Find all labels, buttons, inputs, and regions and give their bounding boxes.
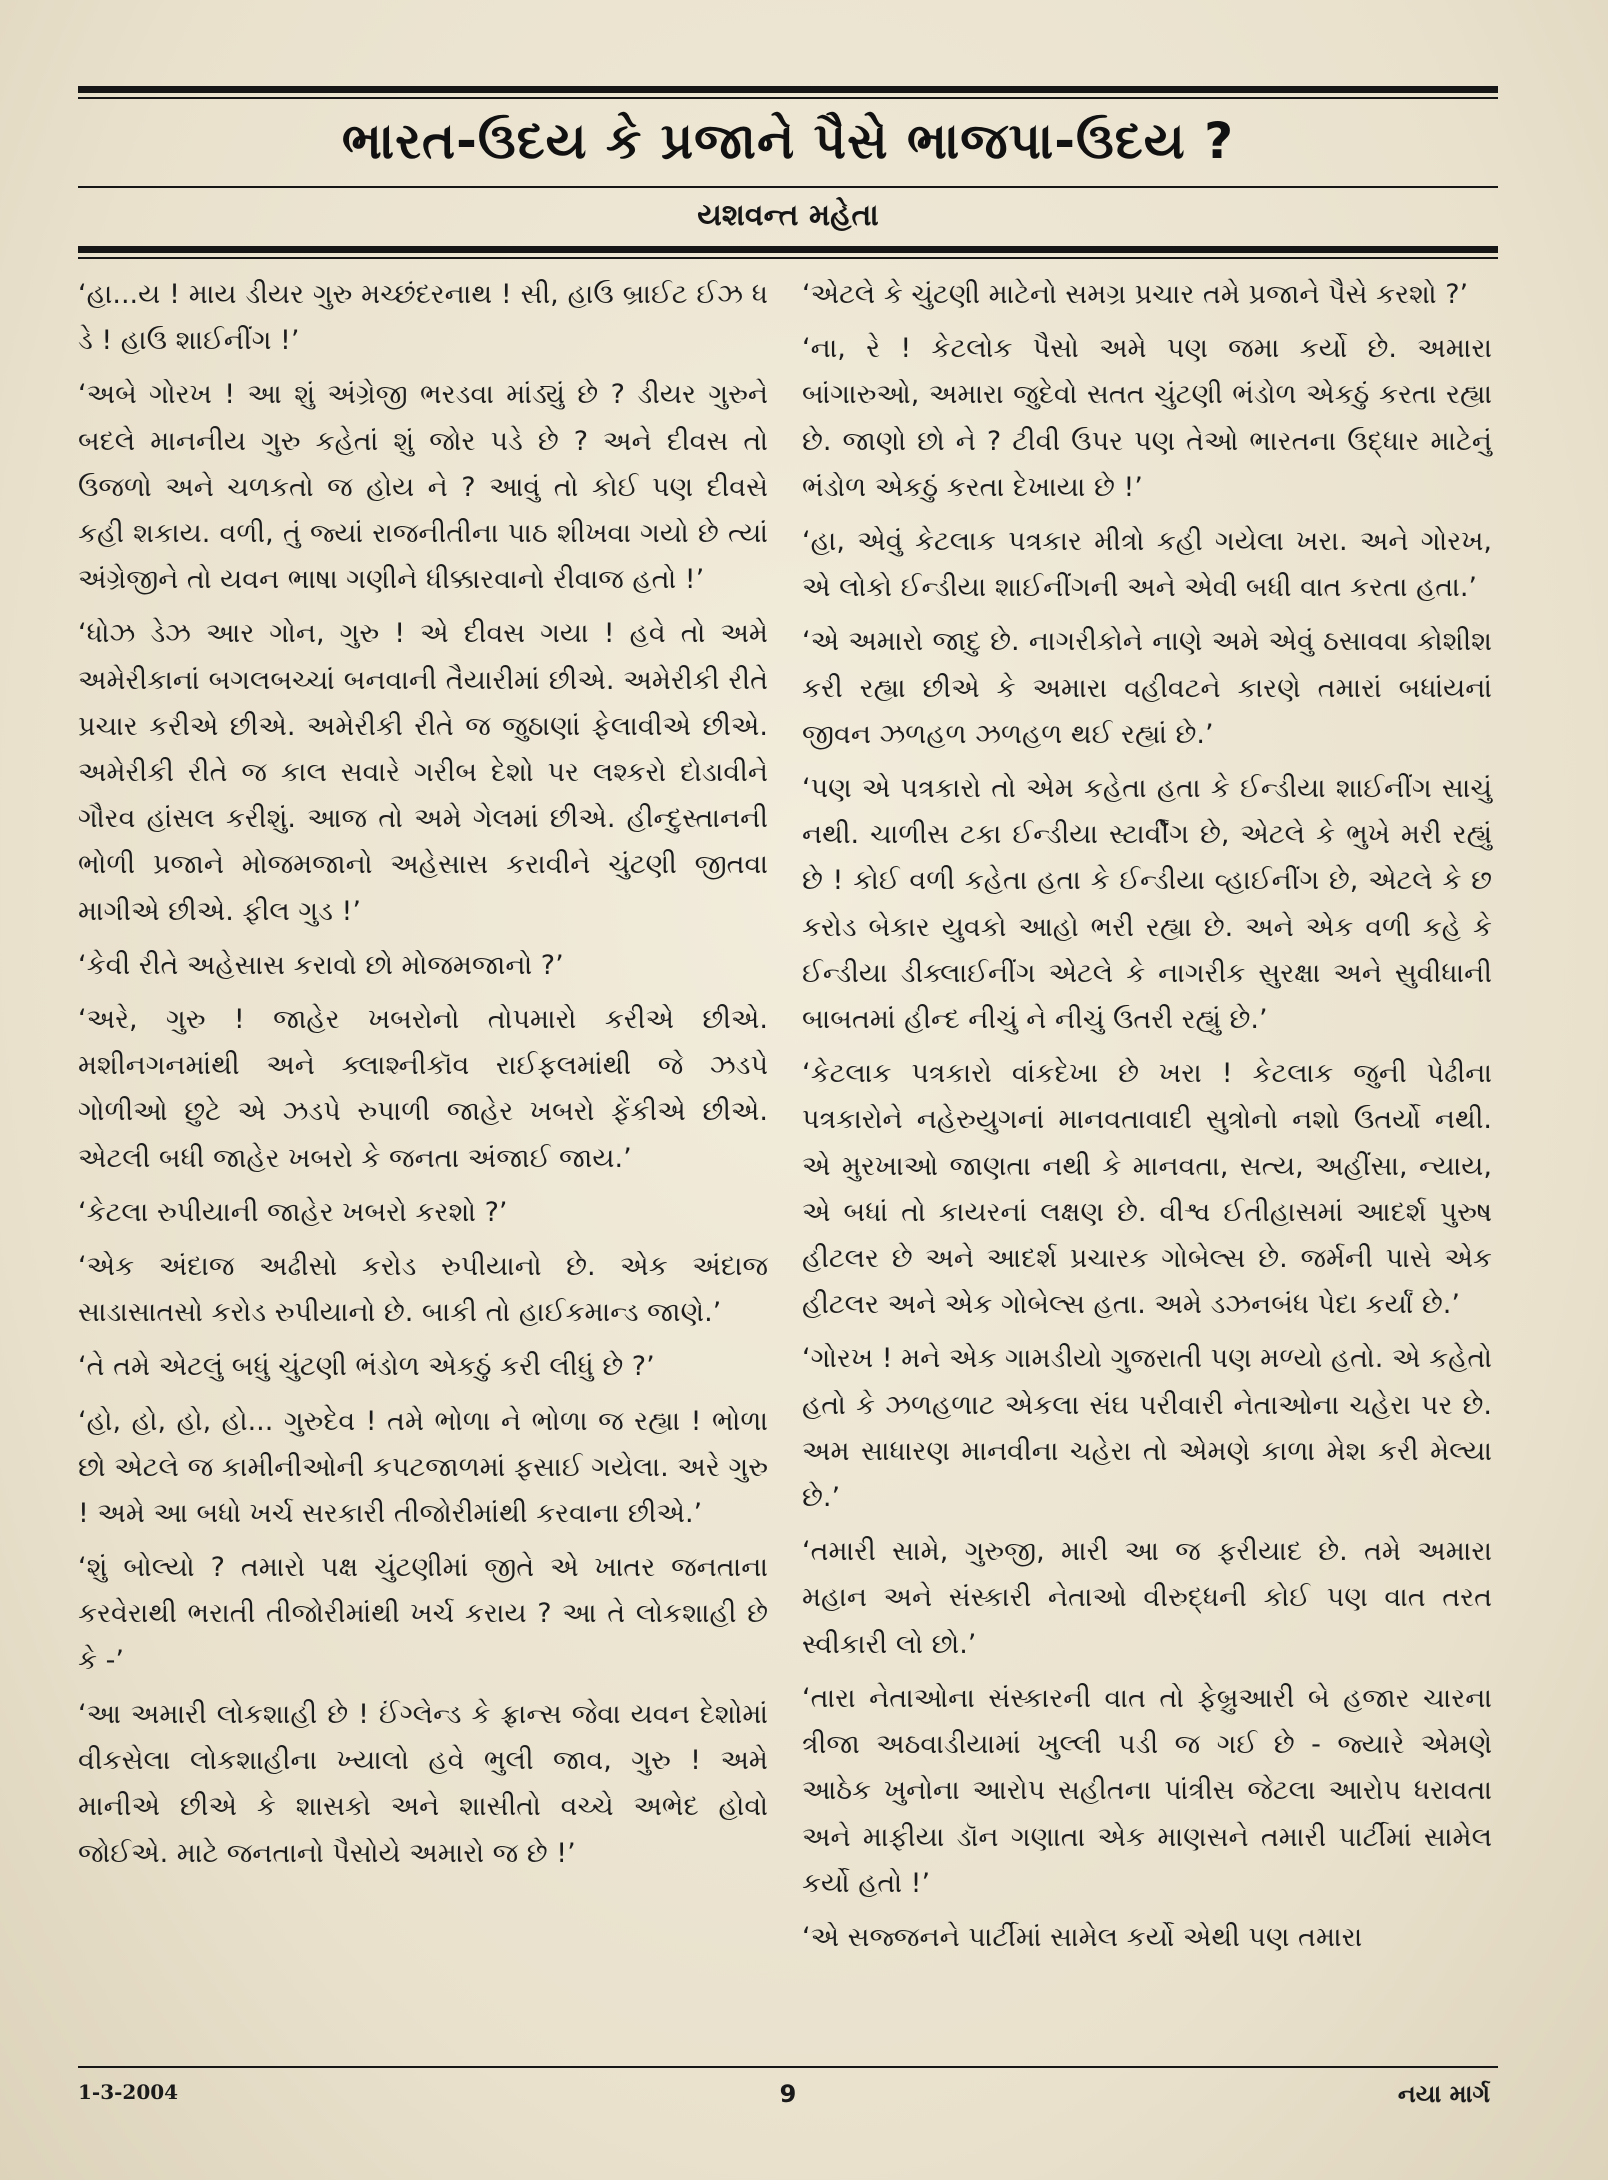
page-footer <box>78 2080 1498 2120</box>
paragraph: ‘કેવી રીતે અહેસાસ કરાવો છો મોજમજાનો ?’ <box>78 949 564 981</box>
paragraph: ‘અબે ગોરખ ! આ શું અંગ્રેજી ભરડવા માંડ્યું છે ? ડીયર ગુરુને બદલે માનનીય ગુરુ કહેતાં શું જોર પડે છે ? અને દીવસ તો ઉજળો અને ચળકતો જ હોય ને ? આવું તો કોઈ પણ દીવસે કહી શકાય. વળી, તું જ્યાં રાજનીતીના પાઠ શીખવા ગયો છે ત્યાં અંગ્રેજીને તો યવન ભાષા ગણીને ધીક્કારવાનો રીવાજ હતો !’ <box>78 379 768 596</box>
paragraph: ‘એ સજ્જનને પાર્ટીમાં સામેલ કર્યો એથી પણ તમારા <box>802 1921 1363 1953</box>
article-title: ભારત-ઉદય કે પ્રજાને પૈસે ભાજપા-ઉદય ? <box>341 112 1235 170</box>
paragraph: ‘ના, રે ! કેટલોક પૈસો અમે પણ જમા કર્યો છે. અમારા બાંગારુઓ, અમારા જુદેવો સતત ચુંટણી ભંડોળ એકઠું કરતા રહ્યા છે. જાણો છો ને ? ટીવી ઉપર પણ તેઓ ભારતના ઉદ્ધાર માટેનું ભંડોળ એકઠું કરતા દેખાયા છે !’ <box>802 333 1492 503</box>
paragraph: ‘હા, એવું કેટલાક પત્રકાર મીત્રો કહી ગયેલા ખરા. અને ગોરખ, એ લોકો ઈન્ડીયા શાઈનીંગની અને એવી બધી વાત કરતા હતા.’ <box>802 526 1492 604</box>
paragraph: ‘ધોઝ ડેઝ આર ગોન, ગુરુ ! એ દીવસ ગયા ! હવે તો અમે અમેરીકાનાં બગલબચ્ચાં બનવાની તૈયારીમાં છીએ. અમેરીકી રીતે પ્રચાર કરીએ છીએ. અમેરીકી રીતે જ જુઠાણાં ફેલાવીએ છીએ. અમેરીકી રીતે જ કાલ સવારે ગરીબ દેશો પર લશ્કરો દોડાવીને ગૌરવ હાંસલ કરીશું. આજ તો અમે ગેલમાં છીએ. હીન્દુસ્તાનની ભોળી પ્રજાને મોજમજાનો અહેસાસ કરાવીને ચુંટણી જીતવા માગીએ છીએ. ફીલ ગુડ !’ <box>78 618 768 927</box>
article-author: યશવન્ત મહેતા <box>697 198 879 233</box>
paragraph: ‘અરે, ગુરુ ! જાહેર ખબરોનો તોપમારો કરીએ છીએ. મશીનગનમાંથી અને ક્લાશ્નીકૉવ રાઈફલમાંથી જે ઝડપે ગોળીઓ છુટે એ ઝડપે રુપાળી જાહેર ખબરો ફેંકીએ છીએ. એટલી બધી જાહેર ખબરો કે જનતા અંજાઈ જાય.’ <box>78 1004 768 1174</box>
paragraph: ‘આ અમારી લોકશાહી છે ! ઈંગ્લેન્ડ કે ફ્રાન્સ જેવા યવન દેશોમાં વીકસેલા લોકશાહીના ખ્યાલો હવે ભુલી જાવ, ગુરુ ! અમે માનીએ છીએ કે શાસકો અને શાસીતો વચ્ચે અભેદ હોવો જોઈએ. માટે જનતાનો પૈસોયે અમારો જ છે !’ <box>78 1698 768 1869</box>
paragraph: ‘એ અમારો જાદુ છે. નાગરીકોને નાણે અમે એવું ઠસાવવા કોશીશ કરી રહ્યા છીએ કે અમારા વહીવટને કારણે તમારાં બધાંયનાં જીવન ઝળહળ ઝળહળ થઈ રહ્યાં છે.’ <box>802 626 1492 750</box>
page-number: 9 <box>779 2080 797 2108</box>
paragraph: ‘તે તમે એટલું બધું ચુંટણી ભંડોળ એકઠું કરી લીધું છે ?’ <box>78 1351 655 1383</box>
paragraph: ‘હા...ય ! માય ડીયર ગુરુ મચ્છંદરનાથ ! સી, હાઉ બ્રાઈટ ઈઝ ધ ડે ! હાઉ શાઈનીંગ !’ <box>78 279 768 357</box>
issue-date: 1-3-2004 <box>78 2080 179 2104</box>
paragraph: ‘હો, હો, હો, હો... ગુરુદેવ ! તમે ભોળા ને ભોળા જ રહ્યા ! ભોળા છો એટલે જ કામીનીઓની કપટજાળમાં ફસાઈ ગયેલા. અરે ગુરુ ! અમે આ બધો ખર્ચ સરકારી તીજોરીમાંથી કરવાના છીએ.’ <box>78 1405 768 1530</box>
footer-rule <box>78 2066 1498 2068</box>
title-rule <box>78 186 1498 188</box>
left-column <box>78 272 768 1885</box>
right-column <box>802 272 1492 1969</box>
paragraph: ‘તમારી સામે, ગુરુજી, મારી આ જ ફરીયાદ છે. તમે અમારા મહાન અને સંસ્કારી નેતાઓ વીરુદ્ધની કોઈ પણ વાત તરત સ્વીકારી લો છો.’ <box>802 1536 1492 1660</box>
paragraph: ‘કેટલા રુપીયાની જાહેર ખબરો કરશો ?’ <box>78 1196 508 1228</box>
paragraph: ‘તારા નેતાઓના સંસ્કારની વાત તો ફેબ્રુઆરી બે હજાર ચારના ત્રીજા અઠવાડીયામાં ખુલ્લી પડી જ ગઈ છે - જ્યારે એમણે આઠેક ખુનોના આરોપ સહીતના પાંત્રીસ જેટલા આરોપ ધરાવતા અને માફીયા ડૉન ગણાતા એક માણસને તમારી પાર્ટીમાં સામેલ કર્યો હતો !’ <box>802 1682 1492 1899</box>
header-rule <box>78 246 1498 253</box>
paragraph: ‘પણ એ પત્રકારો તો એમ કહેતા હતા કે ઈન્ડીયા શાઈનીંગ સાચું નથી. ચાળીસ ટકા ઈન્ડીયા સ્ટાર્વીંગ છે, એટલે કે ભુખે મરી રહ્યું છે ! કોઈ વળી કહેતા હતા કે ઈન્ડીયા વ્હાઈનીંગ છે, એટલે કે છ કરોડ બેકાર યુવકો આહો ભરી રહ્યા છે. અને એક વળી કહે કે ઈન્ડીયા ડીક્લાઈનીંગ એટલે કે નાગરીક સુરક્ષા અને સુવીધાની બાબતમાં હીન્દ નીચું ને નીચું ઉતરી રહ્યું છે.’ <box>802 773 1492 1036</box>
paragraph: ‘કેટલાક પત્રકારો વાંકદેખા છે ખરા ! કેટલાક જુની પેઢીના પત્રકારોને નહેરુયુગનાં માનવતાવાદી સુત્રોનો નશો ઉતર્યો નથી. એ મુરખાઓ જાણતા નથી કે માનવતા, સત્ય, અહીંસા, ન્યાય, એ બધાં તો કાયરનાં લક્ષણ છે. વીશ્વ ઈતીહાસમાં આદર્શ પુરુષ હીટલર છે અને આદર્શ પ્રચારક ગોબેલ્સ છે. જર્મની પાસે એક હીટલર અને એક ગોબેલ્સ હતા. અમે ડઝનબંધ પેદા કર્યાં છે.’ <box>802 1058 1492 1321</box>
header-rule-thin <box>78 257 1498 259</box>
paragraph: ‘એક અંદાજ અઢીસો કરોડ રુપીયાનો છે. એક અંદાજ સાડાસાતસો કરોડ રુપીયાનો છે. બાકી તો હાઈકમાન્ડ જાણે.’ <box>78 1251 768 1329</box>
paragraph: ‘ગોરખ ! મને એક ગામડીયો ગુજરાતી પણ મળ્યો હતો. એ કહેતો હતો કે ઝળહળાટ એકલા સંઘ પરીવારી નેતાઓના ચહેરા પર છે. અમ સાધારણ માનવીના ચહેરા તો એમણે કાળા મેશ કરી મેલ્યા છે.’ <box>802 1343 1492 1514</box>
paragraph: ‘શું બોલ્યો ? તમારો પક્ષ ચુંટણીમાં જીતે એ ખાતર જનતાના કરવેરાથી ભરાતી તીજોરીમાંથી ખર્ચ કરાય ? આ તે લોકશાહી છે કે -’ <box>78 1552 768 1676</box>
top-rule <box>78 86 1498 93</box>
paragraph: ‘એટલે કે ચુંટણી માટેનો સમગ્ર પ્રચાર તમે પ્રજાને પૈસે કરશો ?’ <box>802 279 1469 310</box>
top-rule-thin <box>78 97 1498 99</box>
magazine-name: નયા માર્ગ <box>1397 2080 1490 2108</box>
